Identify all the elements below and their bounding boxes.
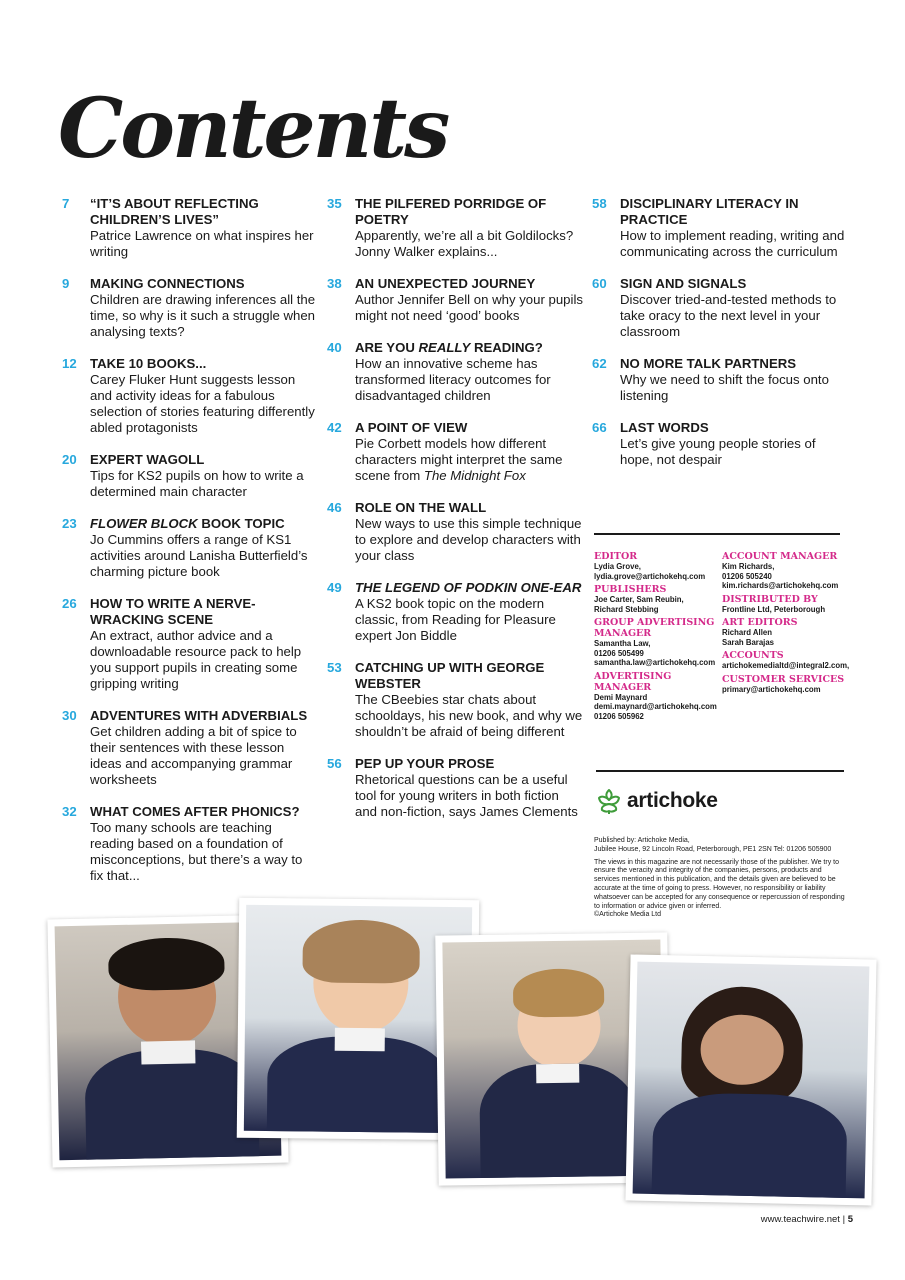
contents-entry[interactable]	[327, 276, 583, 324]
page-number-label: 40	[327, 340, 342, 355]
staff-role: ACCOUNT MANAGER	[722, 551, 838, 562]
contents-entry[interactable]	[327, 420, 583, 484]
staff-role: PUBLISHERS	[594, 584, 667, 595]
staff-role: CUSTOMER SERVICES	[722, 673, 845, 685]
entry-title: LAST WORDS	[620, 420, 709, 435]
entry-description: New ways to use this simple technique to explore and develop characters with your class	[355, 516, 582, 563]
page-number-label: 38	[327, 276, 342, 291]
entry-description: Pie Corbett models how different characters might interpret the same scene from The Midnight Fox	[355, 436, 563, 483]
entry-title: MAKING CONNECTIONS	[90, 276, 245, 291]
entry-description: Let’s give young people stories of hope, not despair	[620, 436, 816, 467]
contents-entry[interactable]	[62, 196, 318, 260]
staff-detail: kim.richards@artichokehq.com	[722, 581, 839, 590]
entry-description: The CBeebies star chats about schooldays, his new book, and why we shouldn’t be afraid of being different	[355, 692, 583, 739]
entry-description: Carey Fluker Hunt suggests lesson and activity ideas for a fabulous selection of stories featuring differently abled protagonists	[90, 372, 315, 435]
contents-entry[interactable]	[592, 356, 848, 404]
footer-separator: |	[839, 1214, 848, 1225]
entry-body	[90, 196, 318, 260]
entry-title: ADVENTURES WITH ADVERBIALS	[90, 708, 308, 723]
staff-detail: Joe Carter, Sam Reubin,	[594, 595, 684, 604]
entry-body	[355, 196, 583, 260]
entry-title: ARE YOU REALLY READING?	[355, 340, 543, 355]
entry-title: A POINT OF VIEW	[355, 420, 468, 435]
entry-body	[90, 804, 318, 884]
entry-body	[90, 708, 318, 788]
entry-body	[355, 340, 583, 404]
staff-detail: 01206 505962	[594, 711, 644, 721]
publisher-address: Jubilee House, 92 Lincoln Road, Peterborough, PE1 2SN Tel: 01206 505900	[594, 845, 832, 853]
page-number-label: 46	[327, 500, 342, 515]
entry-description: Why we need to shift the focus onto listening	[620, 372, 829, 403]
contents-entry[interactable]	[592, 276, 848, 340]
page-footer	[761, 1214, 853, 1225]
entry-title: “IT’S ABOUT REFLECTING CHILDREN’S LIVES”	[90, 196, 259, 227]
staff-detail: samantha.law@artichokehq.com	[594, 658, 716, 667]
entry-body	[90, 452, 318, 500]
entry-body	[620, 276, 848, 340]
staff-list-left	[594, 548, 719, 721]
staff-detail: primary@artichokehq.com	[722, 684, 821, 694]
entry-body	[620, 420, 848, 468]
staff-detail: Kim Richards,	[722, 562, 775, 571]
page-number-label: 20	[62, 452, 77, 467]
entry-title: FLOWER BLOCK BOOK TOPIC	[90, 516, 285, 531]
entry-description: Apparently, we’re all a bit Goldilocks? Jonny Walker explains...	[355, 228, 574, 259]
entry-description: A KS2 book topic on the modern classic, from Reading for Pleasure expert Jon Biddle	[355, 596, 556, 643]
page-number-label: 26	[62, 596, 77, 611]
entry-body	[355, 756, 583, 820]
staff-detail: Samantha Law,	[594, 639, 651, 648]
page-number-label: 30	[62, 708, 77, 723]
page-number-label: 23	[62, 516, 77, 531]
disclaimer: The views in this magazine are not necessarily those of the publisher. We try to ensure the veracity and integrity of the companies, persons, products and services mentioned in this publication, and the details given are believed to be accurate at the time of going to press. However, no responsibility or liability whatsoever can be accepted for any consequence or repercussion of responding to information or advice given or inferred.	[594, 858, 845, 910]
entry-title: SIGN AND SIGNALS	[620, 276, 747, 291]
entry-body	[90, 356, 318, 436]
logo-wordmark: artichoke	[627, 789, 718, 812]
staff-role: ACCOUNTS	[722, 650, 784, 661]
entry-body	[355, 660, 583, 740]
entry-description: Get children adding a bit of spice to their sentences with these lesson ideas and accompanying grammar worksheets	[90, 724, 297, 787]
page-number-label: 66	[592, 420, 607, 435]
page-title: Contents	[58, 81, 448, 177]
entry-title: ROLE ON THE WALL	[355, 500, 487, 515]
contents-entry[interactable]	[592, 196, 848, 260]
page-number-label: 9	[62, 276, 70, 291]
entry-description: Tips for KS2 pupils on how to write a determined main character	[90, 468, 304, 499]
contents-column-2	[327, 196, 583, 836]
page-number-label: 60	[592, 276, 607, 291]
contents-column-3	[592, 196, 848, 484]
entry-title-italic: REALLY	[418, 340, 471, 355]
footer-url[interactable]: www.teachwire.net	[760, 1214, 840, 1225]
entry-title: DISCIPLINARY LITERACY IN PRACTICE	[620, 196, 799, 227]
staff-detail: Frontline Ltd, Peterborough	[722, 604, 826, 614]
entry-body	[355, 580, 583, 644]
entry-description: Rhetorical questions can be a useful tool for young writers in both fiction and non-fiction, says James Clements	[355, 772, 578, 819]
staff-bottom-divider	[596, 770, 844, 772]
staff-detail: 01206 505240	[722, 571, 772, 581]
page-number-label: 53	[327, 660, 342, 675]
contents-entry[interactable]	[327, 580, 583, 644]
staff-detail: Sarah Barajas	[722, 637, 775, 647]
page-number-label: 35	[327, 196, 342, 211]
page-number-label: 32	[62, 804, 77, 819]
page-number-label: 42	[327, 420, 342, 435]
entry-body	[355, 500, 583, 564]
page-number-label: 62	[592, 356, 607, 371]
entry-description: Children are drawing inferences all the time, so why is it such a struggle when analysing texts?	[90, 292, 316, 339]
contents-entry[interactable]	[327, 196, 583, 260]
staff-detail: Richard Allen	[722, 628, 772, 637]
staff-role: ADVERTISING MANAGER	[594, 670, 672, 693]
page-number-label: 56	[327, 756, 342, 771]
staff-role: EDITOR	[594, 551, 638, 562]
entry-description: How to implement reading, writing and communicating across the curriculum	[620, 228, 845, 259]
entry-body	[620, 356, 848, 404]
contents-entry[interactable]	[62, 276, 318, 340]
staff-top-divider	[594, 533, 840, 535]
contents-entry[interactable]	[592, 420, 848, 468]
staff-detail: Demi Maynard	[594, 692, 648, 702]
entry-description: Discover tried-and-tested methods to take oracy to the next level in your classroom	[620, 292, 837, 339]
entry-description: How an innovative scheme has transformed literacy outcomes for disadvantaged children	[355, 356, 551, 403]
entry-body	[90, 596, 318, 692]
staff-role: ART EDITORS	[722, 617, 798, 628]
entry-title: HOW TO WRITE A NERVE-WRACKING SCENE	[90, 596, 256, 627]
copyright: ©Artichoke Media Ltd	[594, 911, 662, 919]
page-number-label: 12	[62, 356, 77, 371]
entry-description: Author Jennifer Bell on why your pupils might not need ‘good’ books	[355, 292, 583, 323]
contents-entry[interactable]	[62, 356, 318, 436]
photo-girl-writing	[625, 954, 876, 1205]
page-number: 5	[847, 1214, 853, 1225]
page-number-label: 7	[62, 196, 70, 211]
published-by: Published by: Artichoke Media,	[594, 837, 690, 844]
entry-title: AN UNEXPECTED JOURNEY	[355, 276, 536, 291]
entry-title	[355, 580, 583, 596]
entry-body	[90, 516, 318, 580]
contents-entry[interactable]	[327, 660, 583, 740]
entry-title: TAKE 10 BOOKS...	[90, 356, 207, 371]
entry-title: EXPERT WAGOLL	[90, 452, 205, 467]
entry-description: Jo Cummins offers a range of KS1 activities around Lanisha Butterfield’s charming picture book	[90, 532, 308, 579]
entry-body	[90, 276, 318, 340]
contents-entry[interactable]	[62, 804, 318, 884]
entry-title-italic: FLOWER BLOCK	[90, 516, 198, 531]
entry-title: WHAT COMES AFTER PHONICS?	[90, 804, 300, 819]
staff-list-right	[722, 548, 852, 694]
entry-title: PEP UP YOUR PROSE	[355, 756, 495, 771]
artichoke-logo	[596, 787, 718, 815]
staff-detail: 01206 505499	[594, 648, 644, 658]
page-number-label: 49	[327, 580, 342, 595]
entry-description: Too many schools are teaching reading based on a foundation of misconceptions, but there’s a way to fix that...	[90, 820, 303, 883]
entry-description: An extract, author advice and a downloadable resource pack to help you support pupils in creating some gripping writing	[90, 628, 302, 691]
staff-role: DISTRIBUTED BY	[722, 593, 818, 605]
staff-detail: artichokemedialtd@integral2.com,	[722, 661, 850, 670]
contents-entry[interactable]	[62, 596, 318, 692]
staff-detail: Richard Stebbing	[594, 604, 659, 614]
entry-body	[355, 420, 583, 484]
staff-detail: demi.maynard@artichokehq.com	[594, 702, 717, 711]
contents-entry[interactable]	[327, 756, 583, 820]
entry-body	[620, 196, 848, 260]
entry-title-italic: THE LEGEND OF PODKIN ONE-EAR	[355, 580, 582, 595]
publisher-info	[594, 837, 846, 924]
contents-entry[interactable]	[327, 500, 583, 564]
entry-description-italic: The Midnight Fox	[423, 468, 526, 483]
entry-title: NO MORE TALK PARTNERS	[620, 356, 797, 371]
contents-entry[interactable]	[62, 452, 318, 500]
staff-detail: lydia.grove@artichokehq.com	[594, 571, 706, 581]
entry-title: THE PILFERED PORRIDGE OF POETRY	[355, 196, 547, 227]
contents-entry[interactable]	[62, 516, 318, 580]
page-number-label: 58	[592, 196, 607, 211]
staff-role: GROUP ADVERTISING MANAGER	[594, 617, 715, 639]
entry-title: CATCHING UP WITH GEORGE WEBSTER	[355, 660, 545, 691]
entry-description: Patrice Lawrence on what inspires her writing	[90, 228, 314, 259]
contents-entry[interactable]	[62, 708, 318, 788]
entry-body	[355, 276, 583, 324]
contents-entry[interactable]	[327, 340, 583, 404]
artichoke-icon	[596, 787, 622, 815]
staff-detail: Lydia Grove,	[594, 562, 641, 571]
contents-column-1	[62, 196, 318, 900]
